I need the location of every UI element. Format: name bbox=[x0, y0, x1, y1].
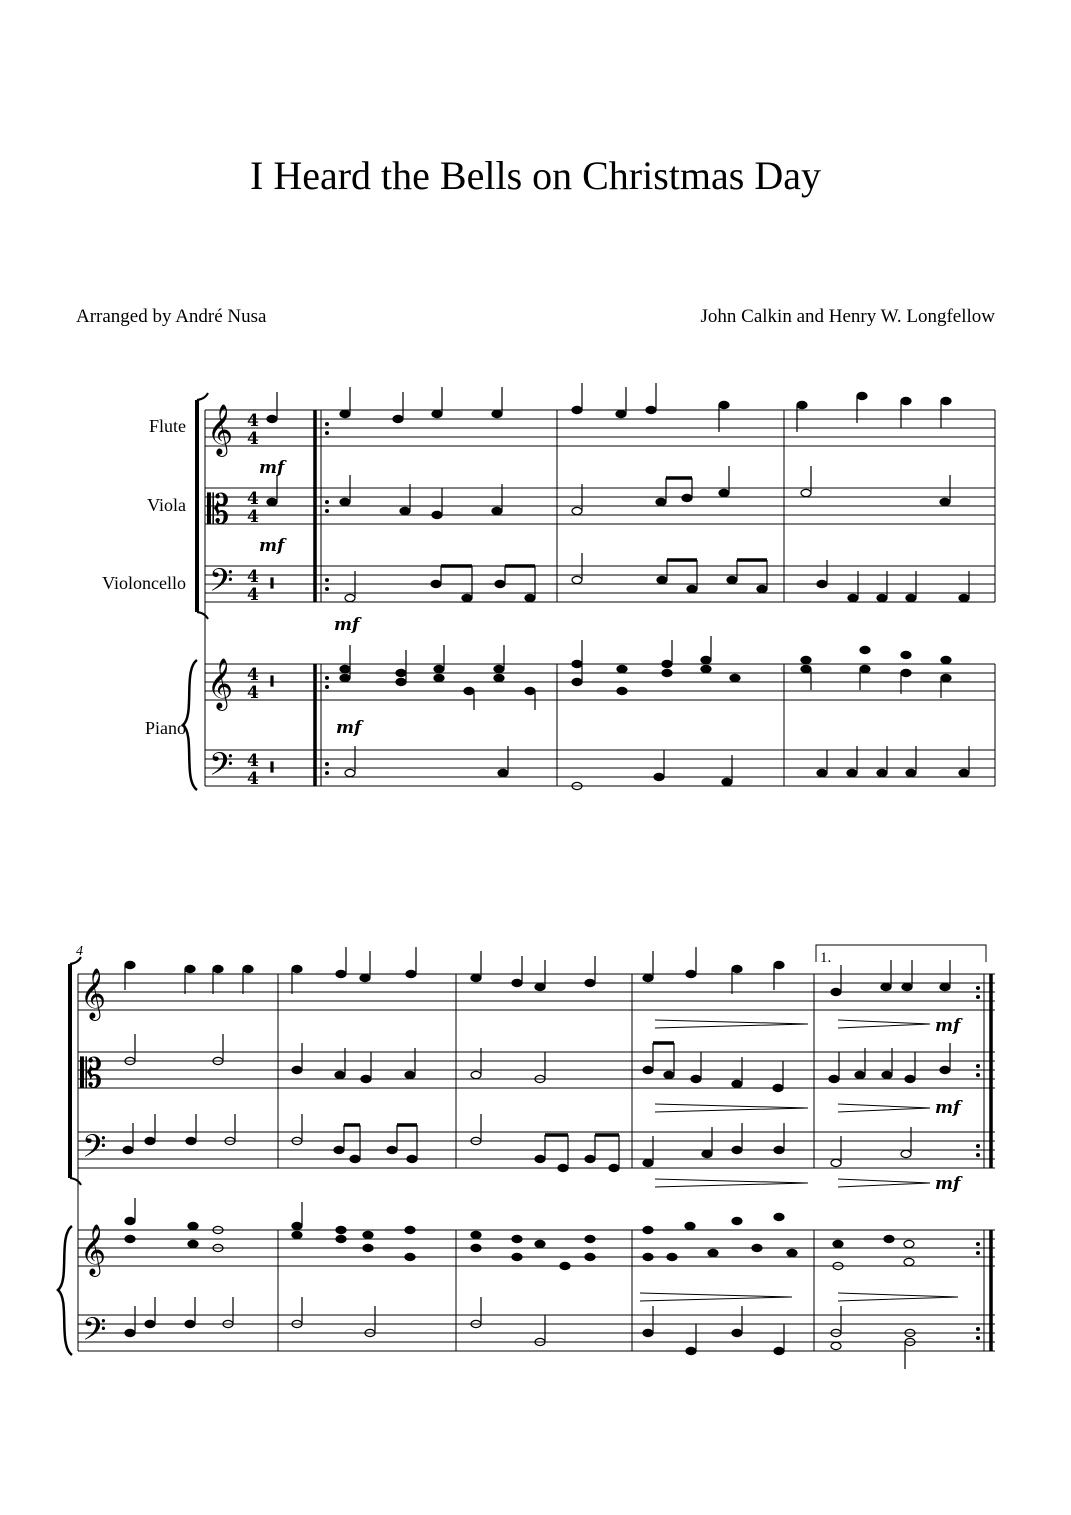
time-signature-bottom: 4 bbox=[247, 429, 259, 449]
svg-text:4: 4 bbox=[247, 585, 259, 605]
crescendo-hairpin bbox=[655, 1020, 808, 1028]
svg-text:mf: mf bbox=[336, 718, 362, 738]
svg-text:𝄢: 𝄢 bbox=[82, 1128, 107, 1172]
svg-text:4: 4 bbox=[247, 507, 259, 527]
notation bbox=[123, 383, 969, 1369]
volta-label: 1. bbox=[820, 950, 832, 966]
bass-clef-icon: 𝄢 bbox=[209, 562, 234, 606]
treble-clef-icon: 𝄞 bbox=[207, 404, 234, 455]
svg-text:𝄞: 𝄞 bbox=[207, 658, 234, 709]
piano-lh-staff-1 bbox=[205, 750, 995, 786]
svg-text:mf: mf bbox=[334, 615, 360, 635]
svg-text:𝄞: 𝄞 bbox=[80, 968, 107, 1019]
svg-text:𝄢: 𝄢 bbox=[209, 746, 234, 790]
svg-text:4: 4 bbox=[247, 665, 259, 685]
instrument-flute: Flute bbox=[148, 416, 186, 436]
cello-staff-2 bbox=[78, 1132, 995, 1168]
svg-text:mf: mf bbox=[935, 1016, 961, 1036]
svg-text:4: 4 bbox=[247, 683, 259, 703]
piano-lh-staff-2 bbox=[78, 1315, 995, 1351]
svg-text:mf: mf bbox=[935, 1098, 961, 1118]
score-title: I Heard the Bells on Christmas Day bbox=[250, 153, 821, 198]
composer-credit: John Calkin and Henry W. Longfellow bbox=[700, 306, 995, 327]
svg-text:𝄢: 𝄢 bbox=[82, 1311, 107, 1355]
instrument-viola: Viola bbox=[147, 495, 186, 515]
svg-text:mf: mf bbox=[259, 536, 285, 556]
svg-text:𝄞: 𝄞 bbox=[80, 1224, 107, 1275]
svg-text:mf: mf bbox=[935, 1174, 961, 1194]
instrument-violoncello: Violoncello bbox=[102, 573, 186, 593]
time-signature-top: 4 bbox=[247, 411, 259, 431]
piano-rh-staff-1 bbox=[205, 664, 995, 700]
alto-clef-icon: 𝄡 bbox=[207, 487, 230, 533]
dynamic-mark: mf bbox=[259, 458, 285, 478]
decrescendo-hairpin bbox=[838, 1020, 930, 1028]
instrument-piano: Piano bbox=[144, 718, 186, 738]
svg-text:4: 4 bbox=[247, 751, 259, 771]
piano-rh-staff-2 bbox=[78, 1230, 995, 1266]
svg-text:4: 4 bbox=[247, 769, 259, 789]
cello-staff-1 bbox=[205, 566, 995, 602]
flute-staff-1 bbox=[205, 410, 995, 446]
arranger-credit: Arranged by André Nusa bbox=[76, 306, 267, 327]
viola-staff-1 bbox=[205, 488, 995, 524]
flute-staff-2 bbox=[78, 974, 995, 1010]
measure-number: 4 bbox=[76, 944, 83, 959]
svg-text:4: 4 bbox=[247, 489, 259, 509]
svg-text:𝄡: 𝄡 bbox=[80, 1051, 103, 1097]
svg-text:4: 4 bbox=[247, 567, 259, 587]
